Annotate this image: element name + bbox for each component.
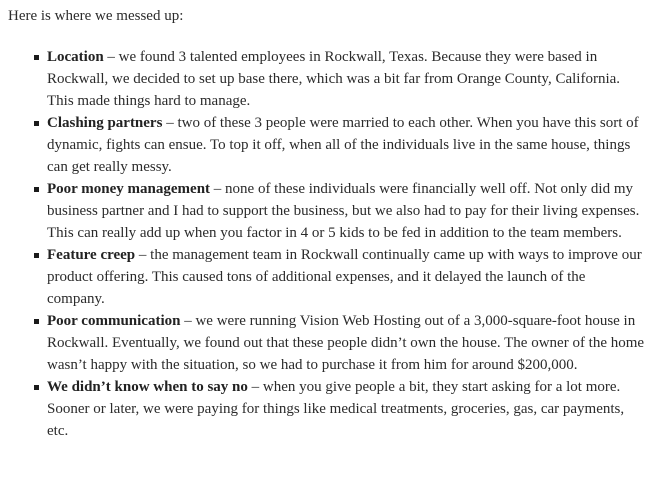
- item-body: – none of these individuals were financially well off. Not only did my business partner and I had to support the business, but we also had to pay for their living expenses. This can really add up when you factor in 4 or 5 kids to be fed in addition to the team members.: [47, 181, 640, 241]
- item-title: Location: [47, 49, 104, 65]
- item-body: – when you give people a bit, they start asking for a lot more. Sooner or later, we were paying for things like medical treatments, groceries, gas, car payments, etc.: [47, 379, 625, 439]
- list-item: [8, 244, 645, 310]
- mistakes-list: [8, 46, 645, 442]
- item-body: – two of these 3 people were married to each other. When you have this sort of dynamic, fights can ensue. To top it off, when all of the individuals live in the same house, things can get really messy.: [47, 115, 639, 175]
- item-body: – we were running Vision Web Hosting out of a 3,000-square-foot house in Rockwall. Eventually, we found out that these people didn’t own the house. The owner of the home wasn’t happy with the situation, so we had to purchase it from him for around $200,000.: [47, 313, 645, 373]
- list-item: [8, 376, 645, 442]
- bullet-square-icon: [34, 253, 39, 258]
- list-item: [8, 178, 645, 244]
- item-title: Feature creep: [47, 247, 136, 263]
- item-title: Clashing partners: [47, 115, 163, 131]
- item-title: Poor money management: [47, 181, 211, 197]
- item-body: – we found 3 talented employees in Rockwall, Texas. Because they were based in Rockwall, we decided to set up base there, which was a bit far from Orange County, California. This made things hard to manage.: [47, 49, 621, 109]
- bullet-square-icon: [34, 319, 39, 324]
- list-item: [8, 310, 645, 376]
- bullet-square-icon: [34, 121, 39, 126]
- bullet-square-icon: [34, 55, 39, 60]
- list-item: [8, 46, 645, 112]
- list-item: [8, 112, 645, 178]
- intro-paragraph: Here is where we messed up:: [8, 8, 184, 24]
- bullet-square-icon: [34, 385, 39, 390]
- bullet-square-icon: [34, 187, 39, 192]
- item-body: – the management team in Rockwall continually came up with ways to improve our product offering. This caused tons of additional expenses, and it delayed the launch of the company.: [47, 247, 642, 307]
- item-title: We didn’t know when to say no: [47, 379, 248, 395]
- item-title: Poor communication: [47, 313, 181, 329]
